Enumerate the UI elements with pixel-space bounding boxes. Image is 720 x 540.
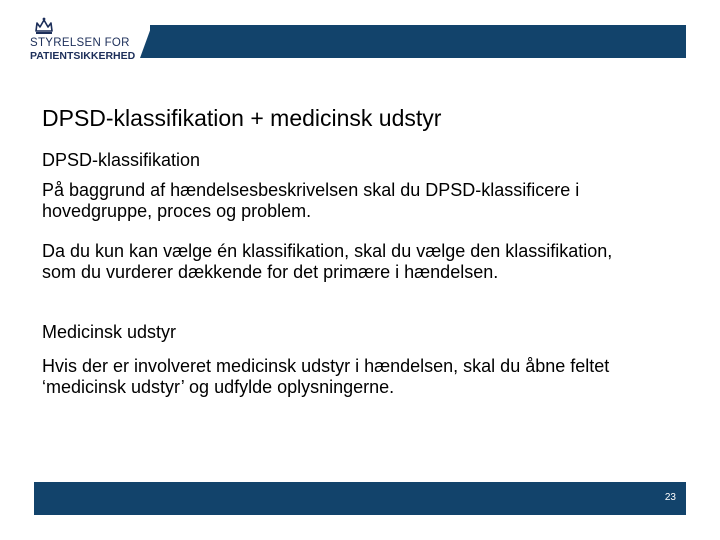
header-bar — [150, 25, 686, 58]
section-heading-dpsd: DPSD-klassifikation — [42, 150, 201, 170]
slide-title: DPSD-klassifikation + medicinsk udstyr — [42, 105, 442, 131]
footer-bar — [34, 482, 686, 515]
agency-logo — [30, 17, 138, 63]
section-heading-medical-device: Medicinsk udstyr — [42, 322, 177, 342]
paragraph-dpsd-2: Da du kun kan vælge én klassifikation, skal du vælge den klassifikation, som du vurderer dækkende for det primære i hændelsen. — [42, 241, 613, 282]
logo-text-line1: STYRELSEN FOR — [30, 37, 130, 49]
paragraph-dpsd-1: På baggrund af hændelsesbeskrivelsen skal du DPSD-klassificere i hovedgruppe, proces og problem. — [42, 180, 580, 221]
page-number: 23 — [664, 492, 676, 503]
logo-text-line2: PATIENTSIKKERHED — [30, 50, 136, 62]
crown-icon — [34, 17, 54, 35]
paragraph-medical-device: Hvis der er involveret medicinsk udstyr i hændelsen, skal du åbne feltet ‘medicinsk udstyr’ og udfylde oplysningerne. — [42, 356, 610, 397]
